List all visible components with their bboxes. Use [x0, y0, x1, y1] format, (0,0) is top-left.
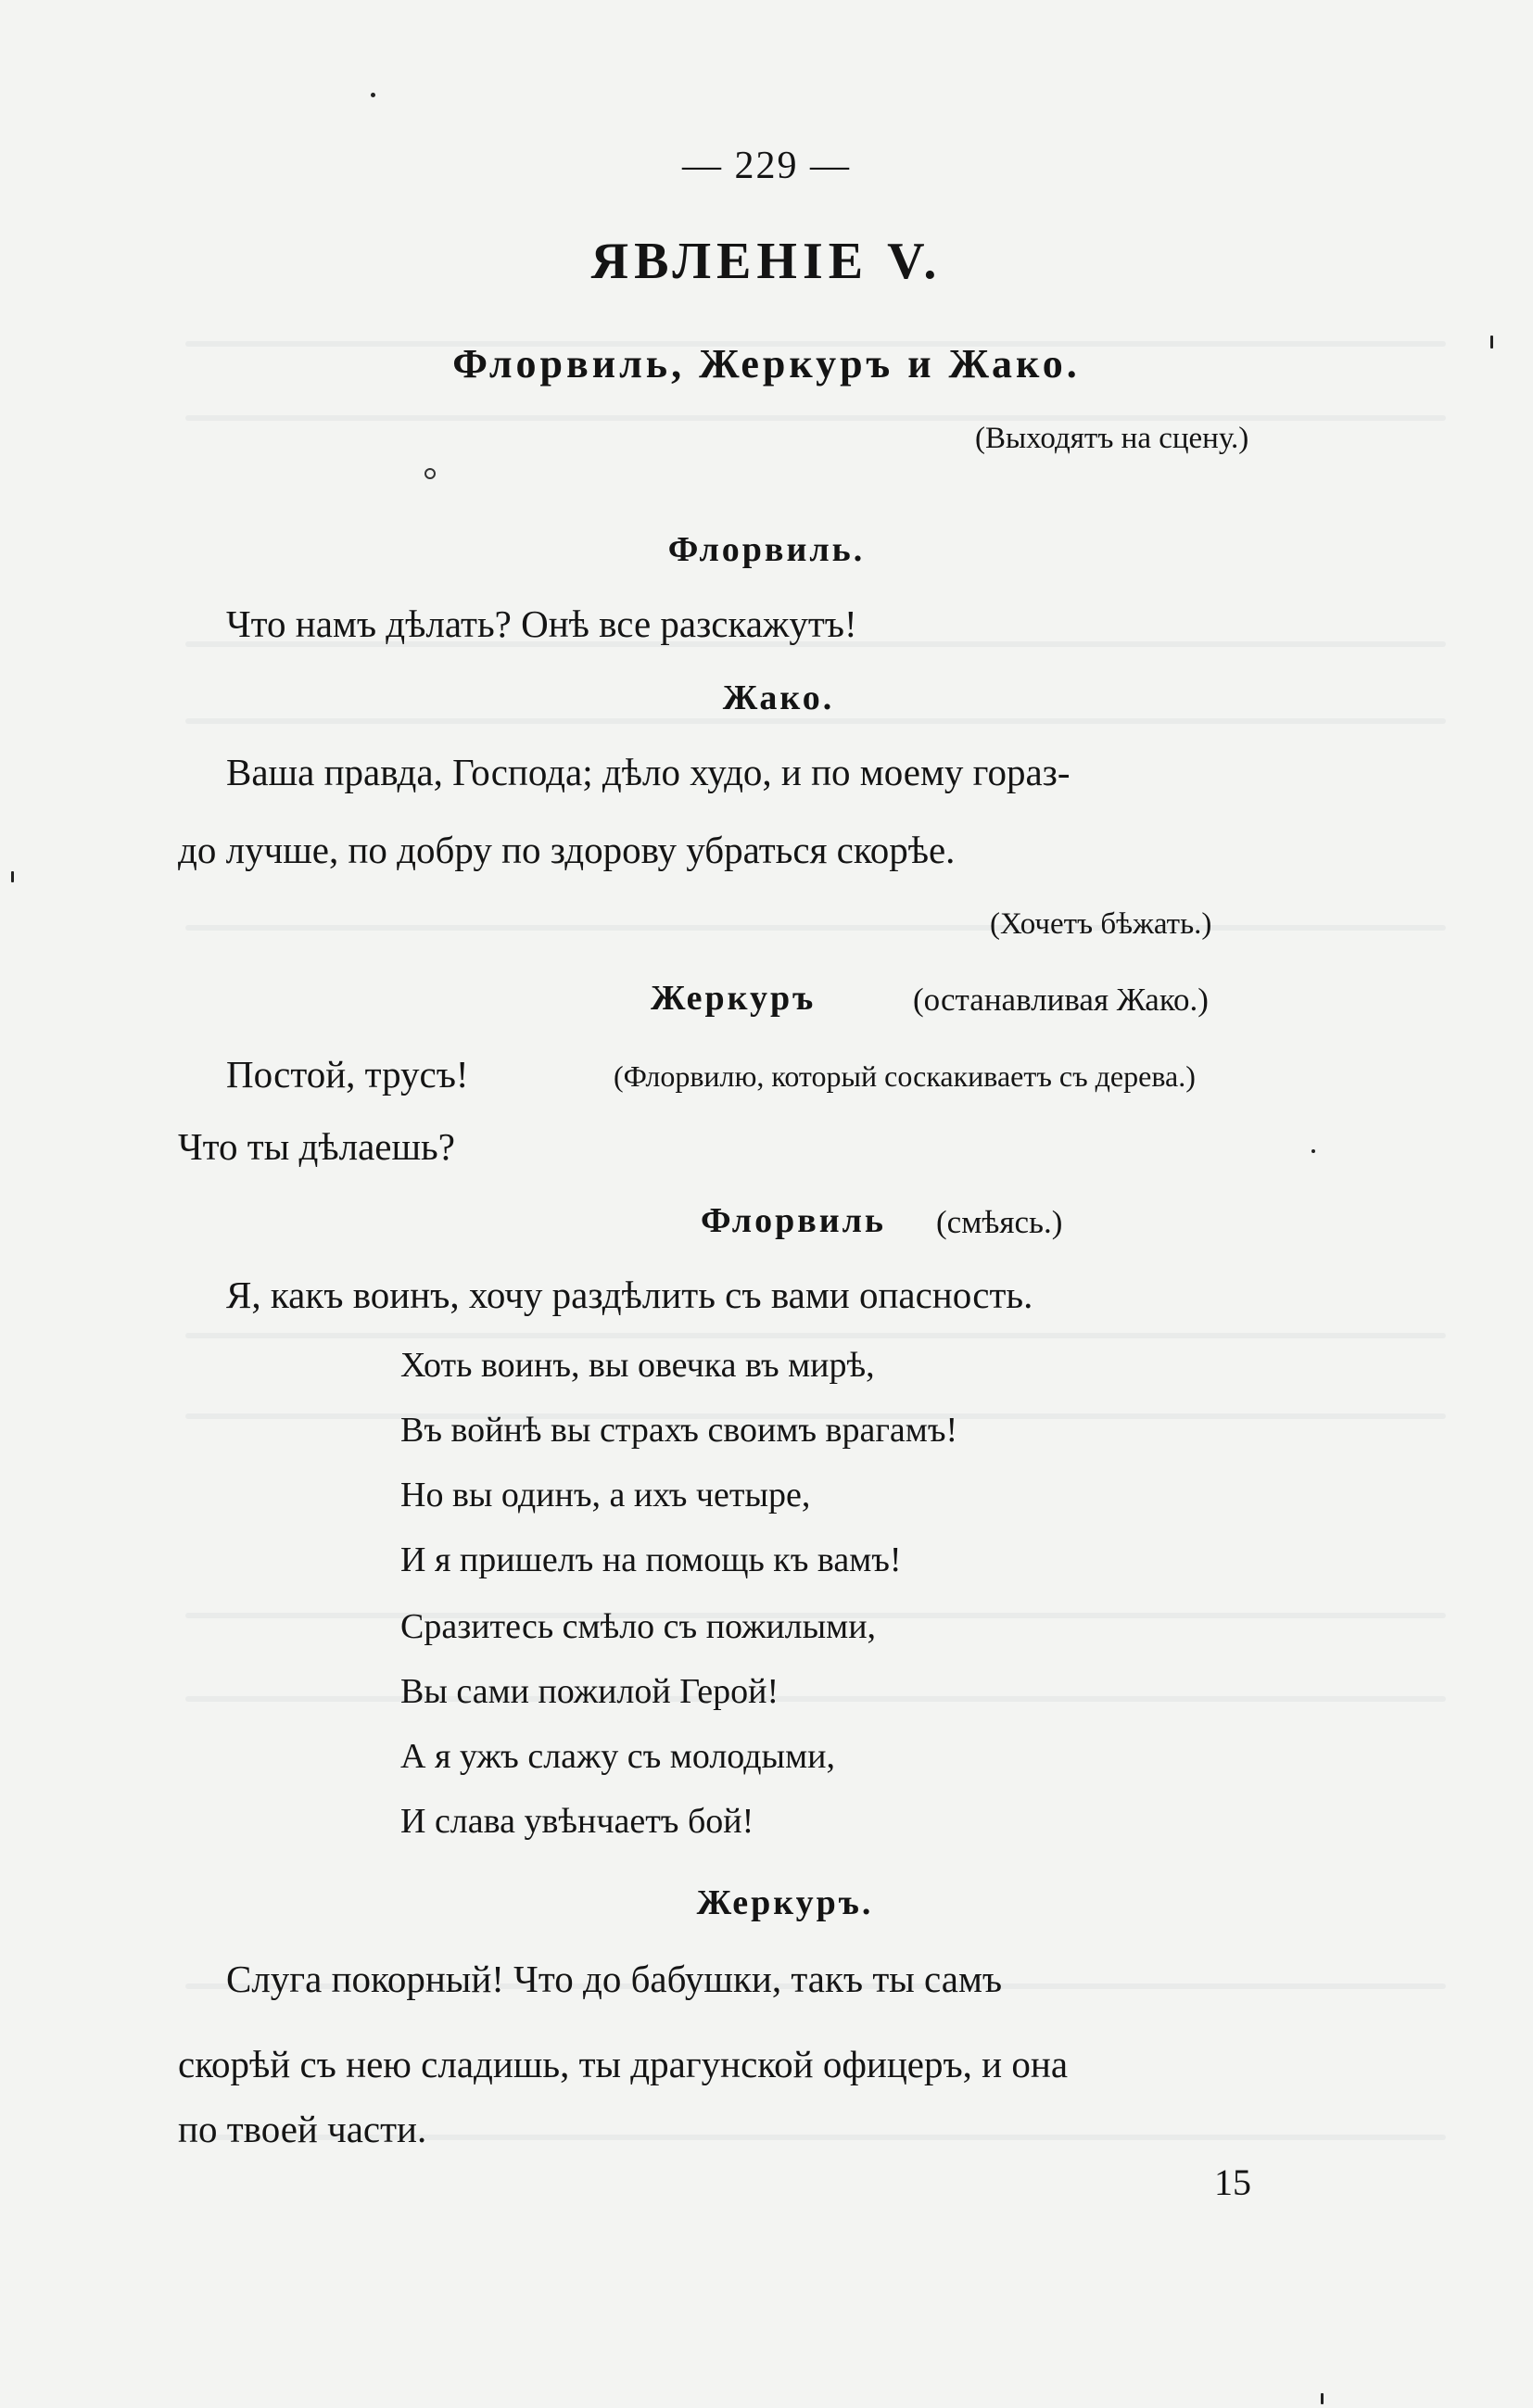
dialogue-line: Постой, трусъ! — [226, 1053, 469, 1096]
dialogue-line: до лучше, по добру по здорову убраться скорѣе. — [178, 829, 956, 871]
stage-direction: (останавливая Жако.) — [913, 982, 1209, 1018]
dramatis-personae: Флорвиль, Жеркуръ и Жако. — [452, 341, 1081, 387]
dialogue-line: по твоей части. — [178, 2108, 427, 2150]
verse-line: Въ войнѣ вы страхъ своимъ врагамъ! — [400, 1411, 958, 1450]
dialogue-line: скорѣй съ нею сладишь, ты драгунской офицеръ, и она — [178, 2043, 1069, 2085]
speaker-name: Флорвиль. — [667, 530, 866, 569]
dialogue-line: Ваша правда, Господа; дѣло худо, и по моему гораз- — [226, 751, 1071, 793]
bleed-through — [185, 1696, 1446, 1702]
dialogue-line: Что ты дѣлаешь? — [178, 1125, 455, 1168]
verse-line: И я пришелъ на помощь къ вамъ! — [400, 1540, 902, 1579]
paper-speck — [424, 468, 436, 479]
bleed-through — [185, 1333, 1446, 1338]
verse-line: Вы сами пожилой Герой! — [400, 1672, 779, 1711]
scene-title: ЯВЛЕНІЕ V. — [590, 233, 943, 290]
verse-line: Сразитесь смѣло съ пожилыми, — [400, 1607, 877, 1646]
signature-mark: 15 — [1214, 2161, 1251, 2203]
speaker-name: Жако. — [722, 678, 835, 717]
paper-speck — [1311, 1149, 1315, 1153]
dialogue-line: Слуга покорный! Что до бабушки, такъ ты самъ — [226, 1958, 1003, 2000]
paper-speck — [11, 871, 14, 882]
verse-line: И слава увѣнчаетъ бой! — [400, 1802, 754, 1841]
bleed-through — [185, 925, 1446, 931]
speaker-name: Флорвиль — [701, 1201, 887, 1240]
dialogue-line: Я, какъ воинъ, хочу раздѣлить съ вами опасность. — [226, 1274, 1033, 1316]
bleed-through — [185, 415, 1446, 421]
verse-line: Но вы одинъ, а ихъ четыре, — [400, 1476, 811, 1515]
paper-speck — [1321, 2393, 1324, 2404]
speaker-name: Жеркуръ — [651, 979, 817, 1018]
paper-speck — [371, 93, 375, 97]
speaker-name: Жеркуръ. — [696, 1883, 874, 1922]
stage-direction: (Хочетъ бѣжать.) — [990, 907, 1212, 941]
stage-direction: (Выходятъ на сцену.) — [975, 422, 1249, 455]
stage-direction: (смѣясь.) — [936, 1204, 1063, 1240]
page-number: — 229 — — [682, 145, 851, 187]
verse-line: Хоть воинъ, вы овечка въ мирѣ, — [400, 1346, 875, 1385]
dialogue-line: Что намъ дѣлать? Онѣ все разскажутъ! — [226, 602, 857, 645]
verse-line: А я ужъ слажу съ молодыми, — [400, 1737, 835, 1776]
stage-direction: (Флорвилю, который соскакиваетъ съ дерева.) — [614, 1059, 1196, 1093]
